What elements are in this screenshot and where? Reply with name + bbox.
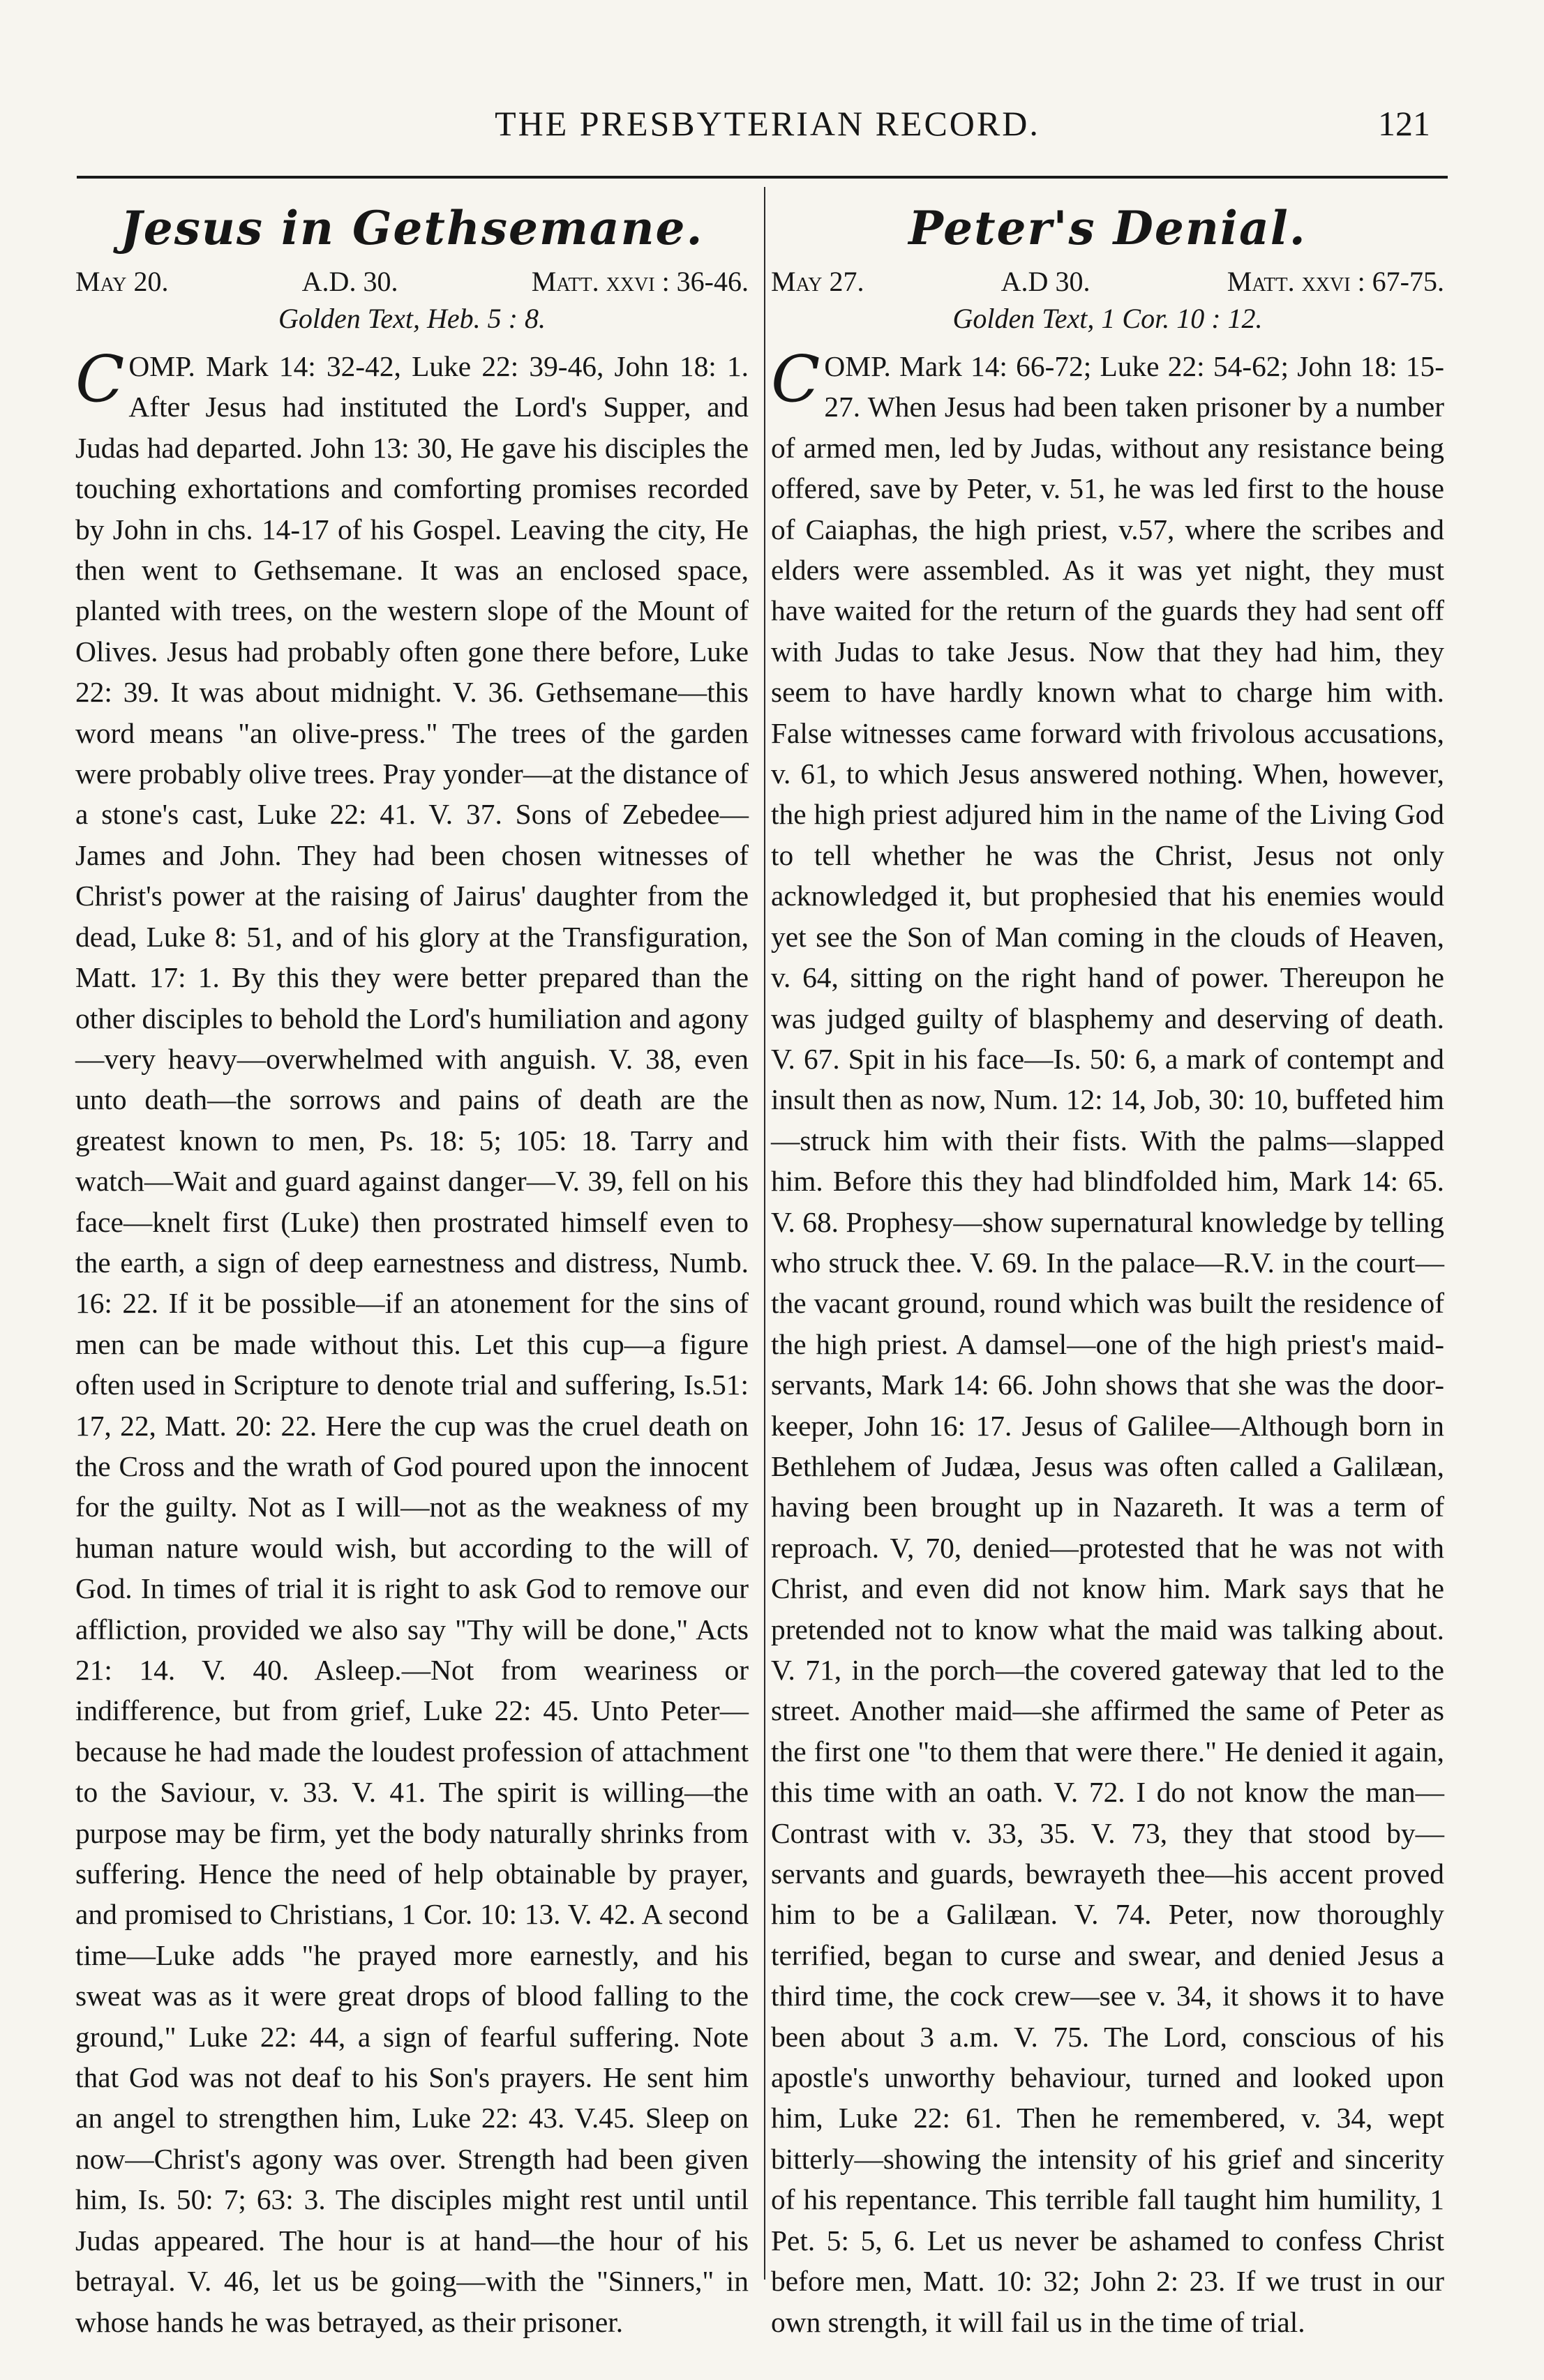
lesson-meta-left <box>75 265 749 298</box>
column-divider <box>764 187 765 2280</box>
lesson-year-right: A.D 30. <box>1000 266 1090 297</box>
lesson-year-left: A.D. 30. <box>301 266 398 297</box>
header-rule <box>77 176 1448 179</box>
lesson-body-text-left: OMP. Mark 14: 32-42, Luke 22: 39-46, John 18: 1. After Jesus had instituted the Lord's Supper, and Judas had departed. John 13: 30, He gave his disciples the touching exhortations and comforting promises recorded by John in chs. 14-17 of his Gospel. Leaving the city, He then went to Gethsemane. It was an enclosed space, planted with trees, on the western slope of the Mount of Olives. Jesus had probably often gone there before, Luke 22: 39. It was about midnight. V. 36. Gethsemane—this word means "an olive-press." The trees of the garden were probably olive trees. Pray yonder—at the distance of a stone's cast, Luke 22: 41. V. 37. Sons of Zebedee—James and John. They had been chosen witnesses of Christ's power at the raising of Jairus' daughter from the dead, Luke 8: 51, and of his glory at the Transfiguration, Matt. 17: 1. By this they were better prepared than the other disciples to behold the Lord's humiliation and agony—very heavy—overwhelmed with anguish. V. 38, even unto death—the sorrows and pains of death are the greatest known to men, Ps. 18: 5; 105: 18. Tarry and watch—Wait and guard against danger—V. 39, fell on his face—knelt first (Luke) then prostrated himself even to the earth, a sign of deep earnestness and distress, Numb. 16: 22. If it be possible—if an atonement for the sins of men can be made without this. Let this cup—a figure often used in Scripture to denote trial and suffering, Is.51: 17, 22, Matt. 20: 22. Here the cup was the cruel death on the Cross and the wrath of God poured upon the innocent for the guilty. Not as I will—not as the weakness of my human nature would wish, but according to the will of God. In times of trial it is right to ask God to remove our affliction, provided we also say "Thy will be done," Acts 21: 14. V. 40. Asleep.—Not from weariness or indifference, but from grief, Luke 22: 45. Unto Peter—because he had made the loudest profession of attachment to the Saviour, v. 33. V. 41. The spirit is willing—the purpose may be firm, yet the body naturally shrinks from suffering. Hence the need of help obtainable by prayer, and promised to Christians, 1 Cor. 10: 13. V. 42. A second time—Luke adds "he prayed more earnestly, and his sweat was as it were great drops of blood falling to the ground," Luke 22: 44, a sign of fearful suffering. Note that God was not deaf to his Son's prayers. He sent him an angel to strengthen him, Luke 22: 43. V.45. Sleep on now—Christ's agony was over. Strength had been given him, Is. 50: 7; 63: 3. The disciples might rest until until Judas appeared. The hour is at hand—the hour of his betrayal. V. 46, let us be going—with the "Sinners," in whose hands he was betrayed, as their prisoner. <box>75 350 749 2338</box>
running-header <box>91 103 1444 159</box>
lesson-title-left: Jesus in Gethsemane. <box>120 201 704 255</box>
lesson-body-text-right: OMP. Mark 14: 66-72; Luke 22: 54-62; John 18: 15-27. When Jesus had been taken prisoner by a number of armed men, led by Judas, without any resistance being offered, save by Peter, v. 51, he was led first to the house of Caiaphas, the high priest, v.57, where the scribes and elders were assembled. As it was yet night, they must have waited for the return of the guards they had sent off with Judas to take Jesus. Now that they had him, they seem to have hardly known what to charge him with. False witnesses came forward with frivolous accusations, v. 61, to which Jesus answered nothing. When, however, the high priest adjured him in the name of the Living God to tell whether he was the Christ, Jesus not only acknowledged it, but prophesied that his enemies would yet see the Son of Man coming in the clouds of Heaven, v. 64, sitting on the right hand of power. Thereupon he was judged guilty of blasphemy and deserving of death. V. 67. Spit in his face—Is. 50: 6, a mark of contempt and insult then as now, Num. 12: 14, Job, 30: 10, buffeted him—struck him with their fists. With the palms—slapped him. Before this they had blindfolded him, Mark 14: 65. V. 68. Prophesy—show supernatural knowledge by telling who struck thee. V. 69. In the palace—R.V. in the court—the vacant ground, round which was built the residence of the high priest. A damsel—one of the high priest's maid-servants, Mark 14: 66. John shows that she was the door-keeper, John 16: 17. Jesus of Galilee—Although born in Bethlehem of Judæa, Jesus was often called a Galilæan, having been brought up in Nazareth. It was a term of reproach. V, 70, denied—protested that he was not with Christ, and even did not know him. Mark says that he pretended not to know what the maid was talking about. V. 71, in the porch—the covered gateway that led to the street. Another maid—she affirmed the same of Peter as the first one "to them that were there." He denied it again, this time with an oath. V. 72. I do not know the man—Contrast with v. 33, 35. V. 73, they that stood by—servants and guards, bewrayeth thee—his accent proved him to be a Galilæan. V. 74. Peter, now thoroughly terrified, began to curse and swear, and denied Jesus a third time, the cock crew—see v. 34, it shows it to have been about 3 a.m. V. 75. The Lord, conscious of his apostle's unworthy behaviour, turned and looked upon him, Luke 22: 61. Then he remembered, v. 34, wept bitterly—showing the intensity of his grief and sincerity of his repentance. This terrible fall taught him humility, 1 Pet. 5: 5, 6. Let us never be ashamed to confess Christ before men, Matt. 10: 32; John 2: 23. If we trust in our own strength, it will fail us in the time of trial. <box>771 350 1444 2338</box>
right-column <box>771 188 1444 2342</box>
running-title: THE PRESBYTERIAN RECORD. <box>495 104 1040 143</box>
golden-text-left: Golden Text, Heb. 5 : 8. <box>278 303 546 334</box>
golden-text-right: Golden Text, 1 Cor. 10 : 12. <box>952 303 1263 334</box>
lesson-title-right: Peter's Denial. <box>908 201 1307 255</box>
lesson-date-right: May 27. <box>771 266 864 297</box>
dropcap-left: C <box>75 342 125 416</box>
lesson-date-left: May 20. <box>75 266 169 297</box>
lesson-body-left <box>75 342 749 2342</box>
left-column <box>75 188 749 2342</box>
lesson-ref-left: Matt. xxvi : 36-46. <box>531 266 749 297</box>
dropcap-right: C <box>771 342 820 416</box>
page-number: 121 <box>1378 104 1430 143</box>
lesson-ref-right: Matt. xxvi : 67-75. <box>1227 266 1444 297</box>
lesson-meta-right <box>771 265 1444 298</box>
lesson-body-right <box>771 342 1444 2342</box>
